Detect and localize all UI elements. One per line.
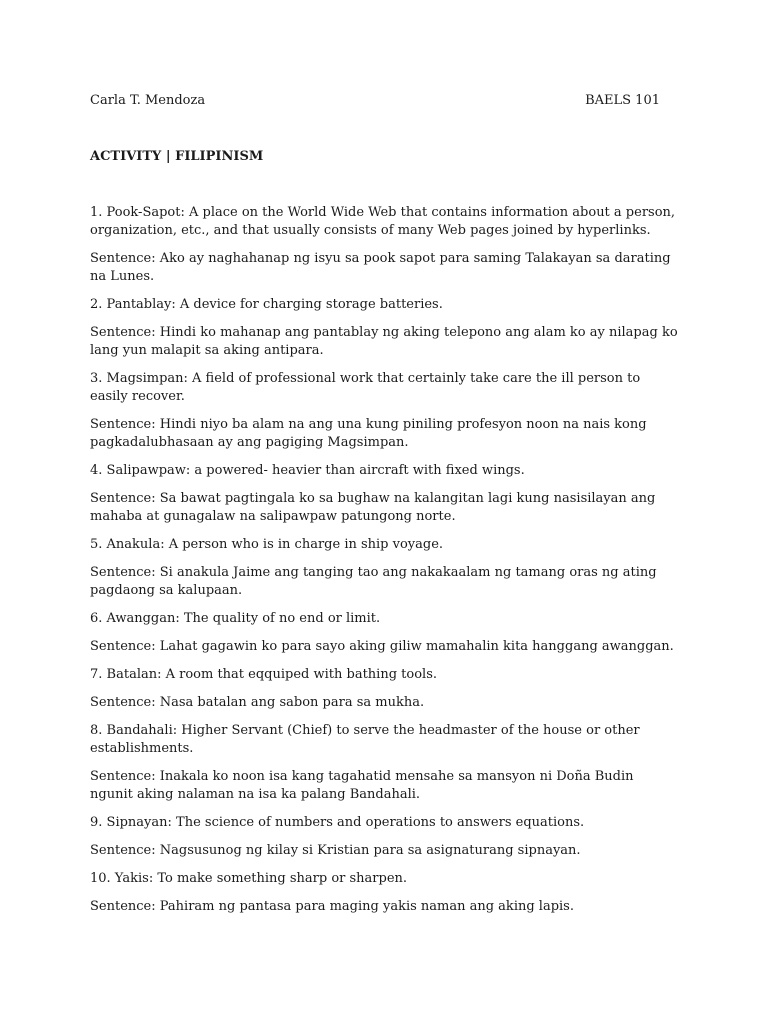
entry-10-definition: 10. Yakis: To make something sharp or sharpen. (90, 871, 408, 886)
entry-1-definition: 1. Pook-Sapot: A place on the World Wide Web that contains information about a person, organization, etc., and that usually consists of many Web pages joined by hyperlinks. (90, 205, 676, 238)
entry-7-definition: 7. Batalan: A room that eqquiped with bathing tools. (90, 667, 438, 682)
entry-3-definition: 3. Magsimpan: A field of professional work that certainly take care the ill person to easily recover. (90, 371, 641, 404)
entry-10-sentence: Sentence: Pahiram ng pantasa para maging yakis naman ang aking lapis. (90, 899, 574, 914)
entry-6-sentence: Sentence: Lahat gagawin ko para sayo aking giliw mamahalin kita hanggang awanggan. (90, 639, 674, 654)
entry-8-sentence: Sentence: Inakala ko noon isa kang tagahatid mensahe sa mansyon ni Doña Budin ngunit aking nalaman na isa ka palang Bandahali. (90, 769, 634, 802)
entry-7-sentence: Sentence: Nasa batalan ang sabon para sa mukha. (90, 695, 425, 710)
entry-9-sentence: Sentence: Nagsusunog ng kilay si Kristian para sa asignaturang sipnayan. (90, 843, 581, 858)
author-name: Carla T. Mendoza (90, 93, 206, 108)
document-header (90, 92, 660, 110)
activity-title: ACTIVITY | FILIPINISM (90, 149, 264, 164)
entry-4-definition: 4. Salipawpaw: a powered- heavier than aircraft with fixed wings. (90, 463, 525, 478)
entry-4-sentence: Sentence: Sa bawat pagtingala ko sa bughaw na kalangitan lagi kung nasisilayan ang mahaba at gunagalaw na salipawpaw patungong norte. (90, 491, 656, 524)
entry-2-definition: 2. Pantablay: A device for charging storage batteries. (90, 297, 443, 312)
entry-9-definition: 9. Sipnayan: The science of numbers and operations to answers equations. (90, 815, 585, 830)
entry-2-sentence: Sentence: Hindi ko mahanap ang pantablay ng aking telepono ang alam ko ay nilapag ko lang yun malapit sa aking antipara. (90, 325, 678, 358)
entry-5-definition: 5. Anakula: A person who is in charge in ship voyage. (90, 537, 444, 552)
entry-6-definition: 6. Awanggan: The quality of no end or limit. (90, 611, 381, 626)
entry-3-sentence: Sentence: Hindi niyo ba alam na ang una kung piniling profesyon noon na nais kong pagkadalubhasaan ay ang pagiging Magsimpan. (90, 417, 647, 450)
entry-8-definition: 8. Bandahali: Higher Servant (Chief) to serve the headmaster of the house or other establishments. (90, 723, 640, 756)
entries-list (90, 204, 680, 926)
course-code: BAELS 101 (585, 93, 660, 108)
entry-1-sentence: Sentence: Ako ay naghahanap ng isyu sa pook sapot para saming Talakayan sa darating na Lunes. (90, 251, 671, 284)
entry-5-sentence: Sentence: Si anakula Jaime ang tanging tao ang nakakaalam ng tamang oras ng ating pagdaong sa kalupaan. (90, 565, 657, 598)
